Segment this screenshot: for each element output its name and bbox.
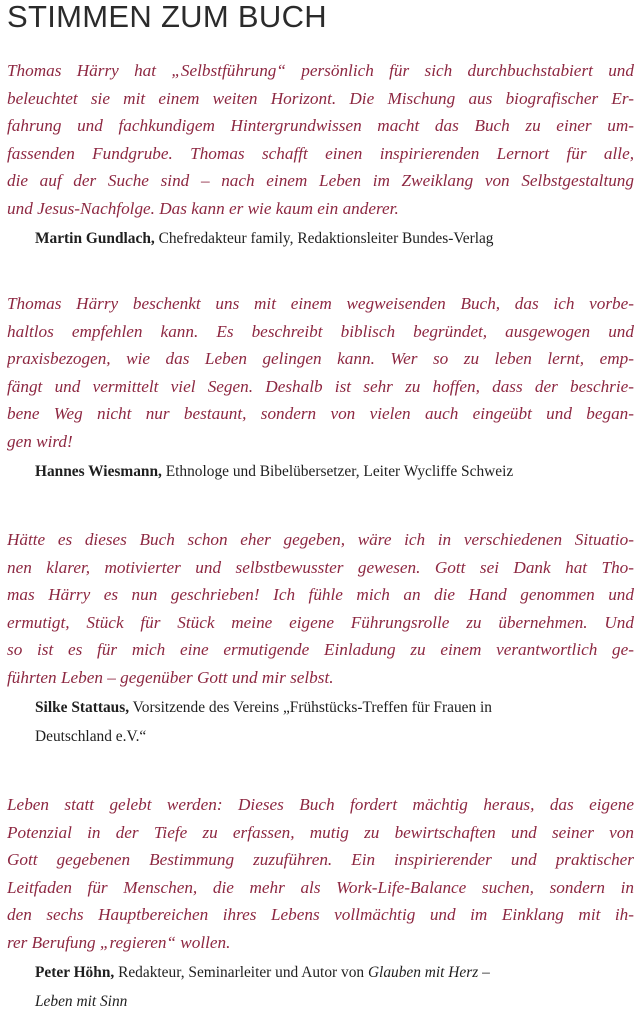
author-name: Martin Gundlach,: [35, 230, 155, 247]
quote-line: Thomas Härry beschenkt uns mit einem wegweisenden Buch, das ich vorbe-: [7, 294, 634, 313]
testimonial: [7, 526, 636, 751]
testimonial-author: [35, 693, 636, 751]
quote-line: die auf der Suche sind – nach einem Leben im Zweiklang von Selbstgestaltung: [7, 171, 634, 190]
quote-line: führten Leben – gegenüber Gott und mir selbst.: [7, 667, 334, 687]
author-name: Peter Höhn,: [35, 964, 115, 981]
testimonial-quote: [7, 791, 636, 956]
quote-line: fassenden Fundgrube. Thomas schafft einen inspirierenden Lernort für alle,: [7, 143, 634, 163]
quote-line: Leitfaden für Menschen, die mehr als Work-Life-Balance suchen, sondern in: [7, 877, 634, 897]
quote-line: fahrung und fachkundigem Hintergrundwissen macht das Buch zu einer um-: [7, 116, 634, 135]
quote-line: Potenzial in der Tiefe zu erfassen, mutig zu bewirtschaften und seiner von: [7, 822, 634, 842]
quote-line: rer Berufung „regieren“ wollen.: [7, 932, 231, 952]
testimonial: [7, 791, 636, 1016]
testimonial-author: [35, 958, 636, 1016]
author-role: Vorsitzende des Vereins „Frühstücks-Treffen für Frauen in: [129, 699, 492, 716]
author-name: Hannes Wiesmann,: [35, 463, 162, 480]
quote-line: haltlos empfehlen kann. Es beschreibt biblisch begründet, ausgewogen und: [7, 321, 634, 341]
testimonial-author: [35, 224, 636, 253]
author-role: Ethnologe und Bibelübersetzer, Leiter Wycliffe Schweiz: [161, 463, 514, 480]
quote-line: Thomas Härry hat „Selbstführung“ persönlich für sich durchbuchstabiert und: [7, 61, 634, 80]
quote-line: so ist es für mich eine ermutigende Einladung zu einem verantwortlich ge-: [7, 640, 634, 659]
author-name: Silke Stattaus,: [35, 699, 130, 716]
author-role: Redakteur, Seminarleiter und Autor von: [114, 964, 368, 981]
author-book-title-continued: Leben mit Sinn: [35, 993, 128, 1010]
testimonial: [7, 57, 636, 253]
author-book-title: Glauben mit Herz –: [367, 964, 490, 981]
author-role: Chefredakteur family, Redaktionsleiter Bundes-Verlag: [154, 230, 494, 247]
testimonial-quote: [7, 57, 636, 222]
page-title: STIMMEN ZUM BUCH: [7, 0, 327, 34]
quote-line: Hätte es dieses Buch schon eher gegeben, wäre ich in verschiedenen Situatio-: [7, 530, 634, 549]
quote-line: ermutigt, Stück für Stück meine eigene Führungsrolle zu übernehmen. Und: [7, 612, 634, 632]
testimonial: [7, 290, 636, 486]
testimonial-author: [35, 457, 636, 486]
quote-line: Gott gegebenen Bestimmung zuzuführen. Ein inspirierender und praktischer: [7, 850, 634, 869]
quote-line: praxisbezogen, wie das Leben gelingen kann. Wer so zu leben lernt, emp-: [7, 349, 634, 368]
quote-line: den sechs Hauptbereichen ihres Lebens vollmächtig und im Einklang mit ih-: [7, 905, 634, 924]
quote-line: gen wird!: [7, 431, 73, 451]
quote-line: bene Weg nicht nur bestaunt, sondern von vielen auch eingeübt und began-: [7, 404, 634, 423]
testimonial-quote: [7, 526, 636, 691]
quote-line: und Jesus-Nachfolge. Das kann er wie kaum ein anderer.: [7, 198, 399, 218]
quote-line: nen klarer, motivierter und selbstbewusster gewesen. Gott sei Dank hat Tho-: [7, 557, 634, 577]
author-role-continued: Deutschland e.V.“: [35, 728, 147, 745]
quote-line: Leben statt gelebt werden: Dieses Buch fordert mächtig heraus, das eigene: [7, 795, 634, 814]
testimonial-quote: [7, 290, 636, 455]
quote-line: mas Härry es nun geschrieben! Ich fühle mich an die Hand genommen und: [7, 585, 634, 604]
quote-line: fängt und vermittelt viel Segen. Deshalb ist sehr zu hoffen, dass der beschrie-: [7, 376, 634, 396]
quote-line: beleuchtet sie mit einem weiten Horizont. Die Mischung aus biografischer Er-: [7, 88, 634, 108]
